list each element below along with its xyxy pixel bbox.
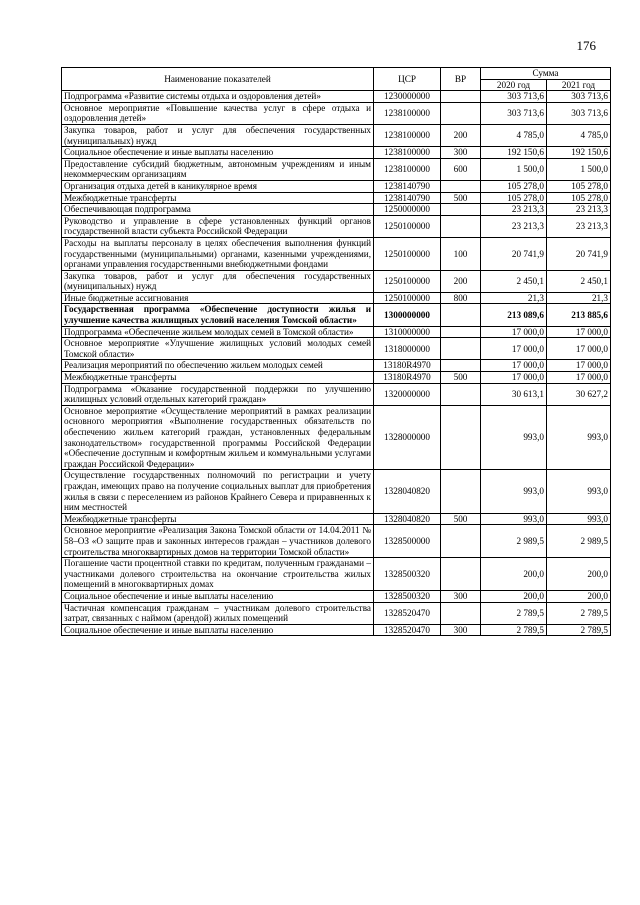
table-row <box>62 158 611 180</box>
table-row <box>62 124 611 146</box>
row-sum-2021: 4 785,0 <box>547 124 611 146</box>
row-vr <box>441 525 481 558</box>
row-sum-2021: 1 500,0 <box>547 158 611 180</box>
table-header <box>62 68 611 91</box>
row-sum-2021: 2 789,5 <box>547 602 611 624</box>
row-vr <box>441 102 481 124</box>
row-vr: 200 <box>441 270 481 292</box>
table-row <box>62 192 611 204</box>
row-name: Основное мероприятие «Реализация Закона Томской области от 14.04.2011 № 58–ОЗ «О защите прав и законных интересов граждан – участников долевого строительства многоквартирных домов на территории Томской области» <box>62 525 374 558</box>
table-row <box>62 372 611 384</box>
row-code: 1238100000 <box>374 124 441 146</box>
row-sum-2021: 20 741,9 <box>547 237 611 270</box>
row-vr: 500 <box>441 513 481 525</box>
row-sum-2021: 2 450,1 <box>547 270 611 292</box>
row-code: 1328040820 <box>374 513 441 525</box>
row-sum-2020: 192 150,6 <box>481 147 547 159</box>
row-sum-2020: 17 000,0 <box>481 372 547 384</box>
row-code: 1238140790 <box>374 180 441 192</box>
table-row <box>62 147 611 159</box>
row-code: 1320000000 <box>374 383 441 405</box>
row-name: Организация отдыха детей в каникулярное время <box>62 180 374 192</box>
header-code: ЦСР <box>374 68 441 91</box>
row-name: Основное мероприятие «Повышение качества услуг в сфере отдыха и оздоровления детей» <box>62 102 374 124</box>
table-row <box>62 102 611 124</box>
row-name: Руководство и управление в сфере установленных функций органов государственной власти субъекта Российской Федерации <box>62 215 374 237</box>
row-sum-2020: 21,3 <box>481 292 547 304</box>
row-code: 1250100000 <box>374 215 441 237</box>
row-code: 1328500000 <box>374 525 441 558</box>
row-sum-2021: 17 000,0 <box>547 338 611 360</box>
table-row <box>62 624 611 636</box>
row-code: 1310000000 <box>374 326 441 338</box>
row-sum-2020: 30 613,1 <box>481 383 547 405</box>
row-vr <box>441 383 481 405</box>
row-sum-2021: 993,0 <box>547 470 611 513</box>
row-sum-2020: 2 989,5 <box>481 525 547 558</box>
row-name: Закупка товаров, работ и услуг для обеспечения государственных (муниципальных) нужд <box>62 124 374 146</box>
row-name: Государственная программа «Обеспечение доступности жилья и улучшение качества жилищных условий населения Томской области» <box>62 304 374 326</box>
row-sum-2020: 17 000,0 <box>481 326 547 338</box>
row-vr <box>441 91 481 103</box>
table-row <box>62 470 611 513</box>
table-row <box>62 215 611 237</box>
row-vr <box>441 326 481 338</box>
row-sum-2021: 993,0 <box>547 513 611 525</box>
table-row <box>62 525 611 558</box>
row-code: 1238100000 <box>374 158 441 180</box>
row-code: 1238100000 <box>374 147 441 159</box>
table-row <box>62 360 611 372</box>
table-row <box>62 513 611 525</box>
row-sum-2021: 17 000,0 <box>547 372 611 384</box>
row-code: 1328000000 <box>374 405 441 470</box>
row-name: Предоставление субсидий бюджетным, автономным учреждениям и иным некоммерческим организациям <box>62 158 374 180</box>
table-row <box>62 590 611 602</box>
row-sum-2021: 17 000,0 <box>547 326 611 338</box>
row-sum-2020: 105 278,0 <box>481 192 547 204</box>
row-name: Осуществление государственных полномочий по регистрации и учету граждан, имеющих право на получение социальных выплат для приобретения жилья в связи с переселением из районов Крайнего Севера и приравненных к ним местностей <box>62 470 374 513</box>
row-vr: 100 <box>441 237 481 270</box>
row-sum-2020: 17 000,0 <box>481 360 547 372</box>
row-name: Основное мероприятие «Осуществление мероприятий в рамках реализации основного мероприятия «Выполнение государственных обязательств по обеспечению жильем категорий граждан, установленных федеральным законодательством» государственной программы Российской Федерации «Обеспечение доступным и комфортным жильем и коммунальными услугами граждан Российской Федерации» <box>62 405 374 470</box>
row-sum-2020: 993,0 <box>481 513 547 525</box>
table-row <box>62 292 611 304</box>
row-sum-2020: 993,0 <box>481 470 547 513</box>
table-row <box>62 237 611 270</box>
row-name: Подпрограмма «Обеспечение жильем молодых семей в Томской области» <box>62 326 374 338</box>
row-name: Закупка товаров, работ и услуг для обеспечения государственных (муниципальных) нужд <box>62 270 374 292</box>
row-code: 1230000000 <box>374 91 441 103</box>
row-sum-2021: 105 278,0 <box>547 192 611 204</box>
row-vr <box>441 602 481 624</box>
row-sum-2021: 105 278,0 <box>547 180 611 192</box>
row-name: Частичная компенсация гражданам – участникам долевого строительства затрат, связанных с наймом (арендой) жилых помещений <box>62 602 374 624</box>
row-name: Погашение части процентной ставки по кредитам, полученным гражданами – участниками долевого строительства на окончание строительства жилых помещений в многоквартирных домах <box>62 558 374 591</box>
row-code: 1328040820 <box>374 470 441 513</box>
table-row <box>62 180 611 192</box>
row-vr: 300 <box>441 147 481 159</box>
row-name: Обеспечивающая подпрограмма <box>62 204 374 216</box>
row-sum-2020: 303 713,6 <box>481 91 547 103</box>
header-vr: ВР <box>441 68 481 91</box>
row-code: 1328520470 <box>374 624 441 636</box>
row-code: 1250000000 <box>374 204 441 216</box>
row-vr: 500 <box>441 192 481 204</box>
row-name: Межбюджетные трансферты <box>62 372 374 384</box>
header-sum: Сумма <box>481 68 611 80</box>
row-sum-2021: 303 713,6 <box>547 91 611 103</box>
row-name: Подпрограмма «Оказание государственной поддержки по улучшению жилищных условий отдельных категорий граждан» <box>62 383 374 405</box>
row-sum-2020: 105 278,0 <box>481 180 547 192</box>
row-sum-2021: 17 000,0 <box>547 360 611 372</box>
row-vr <box>441 215 481 237</box>
row-code: 1238140790 <box>374 192 441 204</box>
row-sum-2020: 17 000,0 <box>481 338 547 360</box>
row-sum-2020: 2 789,5 <box>481 624 547 636</box>
row-vr <box>441 180 481 192</box>
row-sum-2020: 1 500,0 <box>481 158 547 180</box>
row-vr: 300 <box>441 590 481 602</box>
row-sum-2020: 2 789,5 <box>481 602 547 624</box>
row-sum-2020: 20 741,9 <box>481 237 547 270</box>
row-name: Реализация мероприятий по обеспечению жильем молодых семей <box>62 360 374 372</box>
row-sum-2020: 4 785,0 <box>481 124 547 146</box>
row-name: Расходы на выплаты персоналу в целях обеспечения выполнения функций государственными (муниципальными) органами, казенными учреждениями, органами управления государственными внебюджетными фондами <box>62 237 374 270</box>
row-sum-2020: 303 713,6 <box>481 102 547 124</box>
row-vr <box>441 558 481 591</box>
row-sum-2020: 23 213,3 <box>481 204 547 216</box>
row-sum-2020: 2 450,1 <box>481 270 547 292</box>
row-name: Подпрограмма «Развитие системы отдыха и оздоровления детей» <box>62 91 374 103</box>
row-sum-2021: 213 885,6 <box>547 304 611 326</box>
row-vr: 600 <box>441 158 481 180</box>
row-sum-2020: 23 213,3 <box>481 215 547 237</box>
row-sum-2021: 2 789,5 <box>547 624 611 636</box>
row-vr: 800 <box>441 292 481 304</box>
row-code: 1318000000 <box>374 338 441 360</box>
row-sum-2021: 200,0 <box>547 558 611 591</box>
table-row <box>62 602 611 624</box>
row-sum-2020: 200,0 <box>481 590 547 602</box>
row-vr <box>441 405 481 470</box>
table-row <box>62 326 611 338</box>
row-sum-2021: 30 627,2 <box>547 383 611 405</box>
row-code: 13180R4970 <box>374 360 441 372</box>
row-sum-2021: 303 713,6 <box>547 102 611 124</box>
row-sum-2021: 23 213,3 <box>547 215 611 237</box>
header-name: Наименование показателей <box>62 68 374 91</box>
table-body <box>62 91 611 636</box>
row-name: Межбюджетные трансферты <box>62 513 374 525</box>
row-sum-2021: 21,3 <box>547 292 611 304</box>
row-sum-2021: 192 150,6 <box>547 147 611 159</box>
row-vr: 500 <box>441 372 481 384</box>
table-row <box>62 304 611 326</box>
row-name: Иные бюджетные ассигнования <box>62 292 374 304</box>
row-code: 1328520470 <box>374 602 441 624</box>
table-row <box>62 91 611 103</box>
header-year-2021: 2021 год <box>547 79 611 91</box>
row-sum-2021: 2 989,5 <box>547 525 611 558</box>
row-code: 1328500320 <box>374 558 441 591</box>
row-code: 1328500320 <box>374 590 441 602</box>
row-name: Социальное обеспечение и иные выплаты населению <box>62 590 374 602</box>
row-code: 1300000000 <box>374 304 441 326</box>
row-sum-2020: 213 089,6 <box>481 304 547 326</box>
row-code: 1250100000 <box>374 270 441 292</box>
row-code: 1250100000 <box>374 292 441 304</box>
table-row <box>62 405 611 470</box>
row-code: 1250100000 <box>374 237 441 270</box>
row-vr <box>441 338 481 360</box>
row-name: Социальное обеспечение и иные выплаты населению <box>62 624 374 636</box>
row-name: Основное мероприятие «Улучшение жилищных условий молодых семей Томской области» <box>62 338 374 360</box>
table-row <box>62 383 611 405</box>
row-sum-2021: 23 213,3 <box>547 204 611 216</box>
table-row <box>62 204 611 216</box>
budget-table <box>61 67 611 636</box>
table-row <box>62 270 611 292</box>
row-sum-2020: 993,0 <box>481 405 547 470</box>
row-name: Социальное обеспечение и иные выплаты населению <box>62 147 374 159</box>
row-sum-2021: 200,0 <box>547 590 611 602</box>
row-sum-2021: 993,0 <box>547 405 611 470</box>
row-vr <box>441 304 481 326</box>
row-sum-2020: 200,0 <box>481 558 547 591</box>
row-vr <box>441 360 481 372</box>
row-code: 1238100000 <box>374 102 441 124</box>
row-vr: 300 <box>441 624 481 636</box>
row-vr <box>441 470 481 513</box>
row-code: 13180R4970 <box>374 372 441 384</box>
table-row <box>62 558 611 591</box>
row-vr: 200 <box>441 124 481 146</box>
row-name: Межбюджетные трансферты <box>62 192 374 204</box>
header-year-2020: 2020 год <box>481 79 547 91</box>
page-number: 176 <box>576 38 596 53</box>
table-row <box>62 338 611 360</box>
row-vr <box>441 204 481 216</box>
